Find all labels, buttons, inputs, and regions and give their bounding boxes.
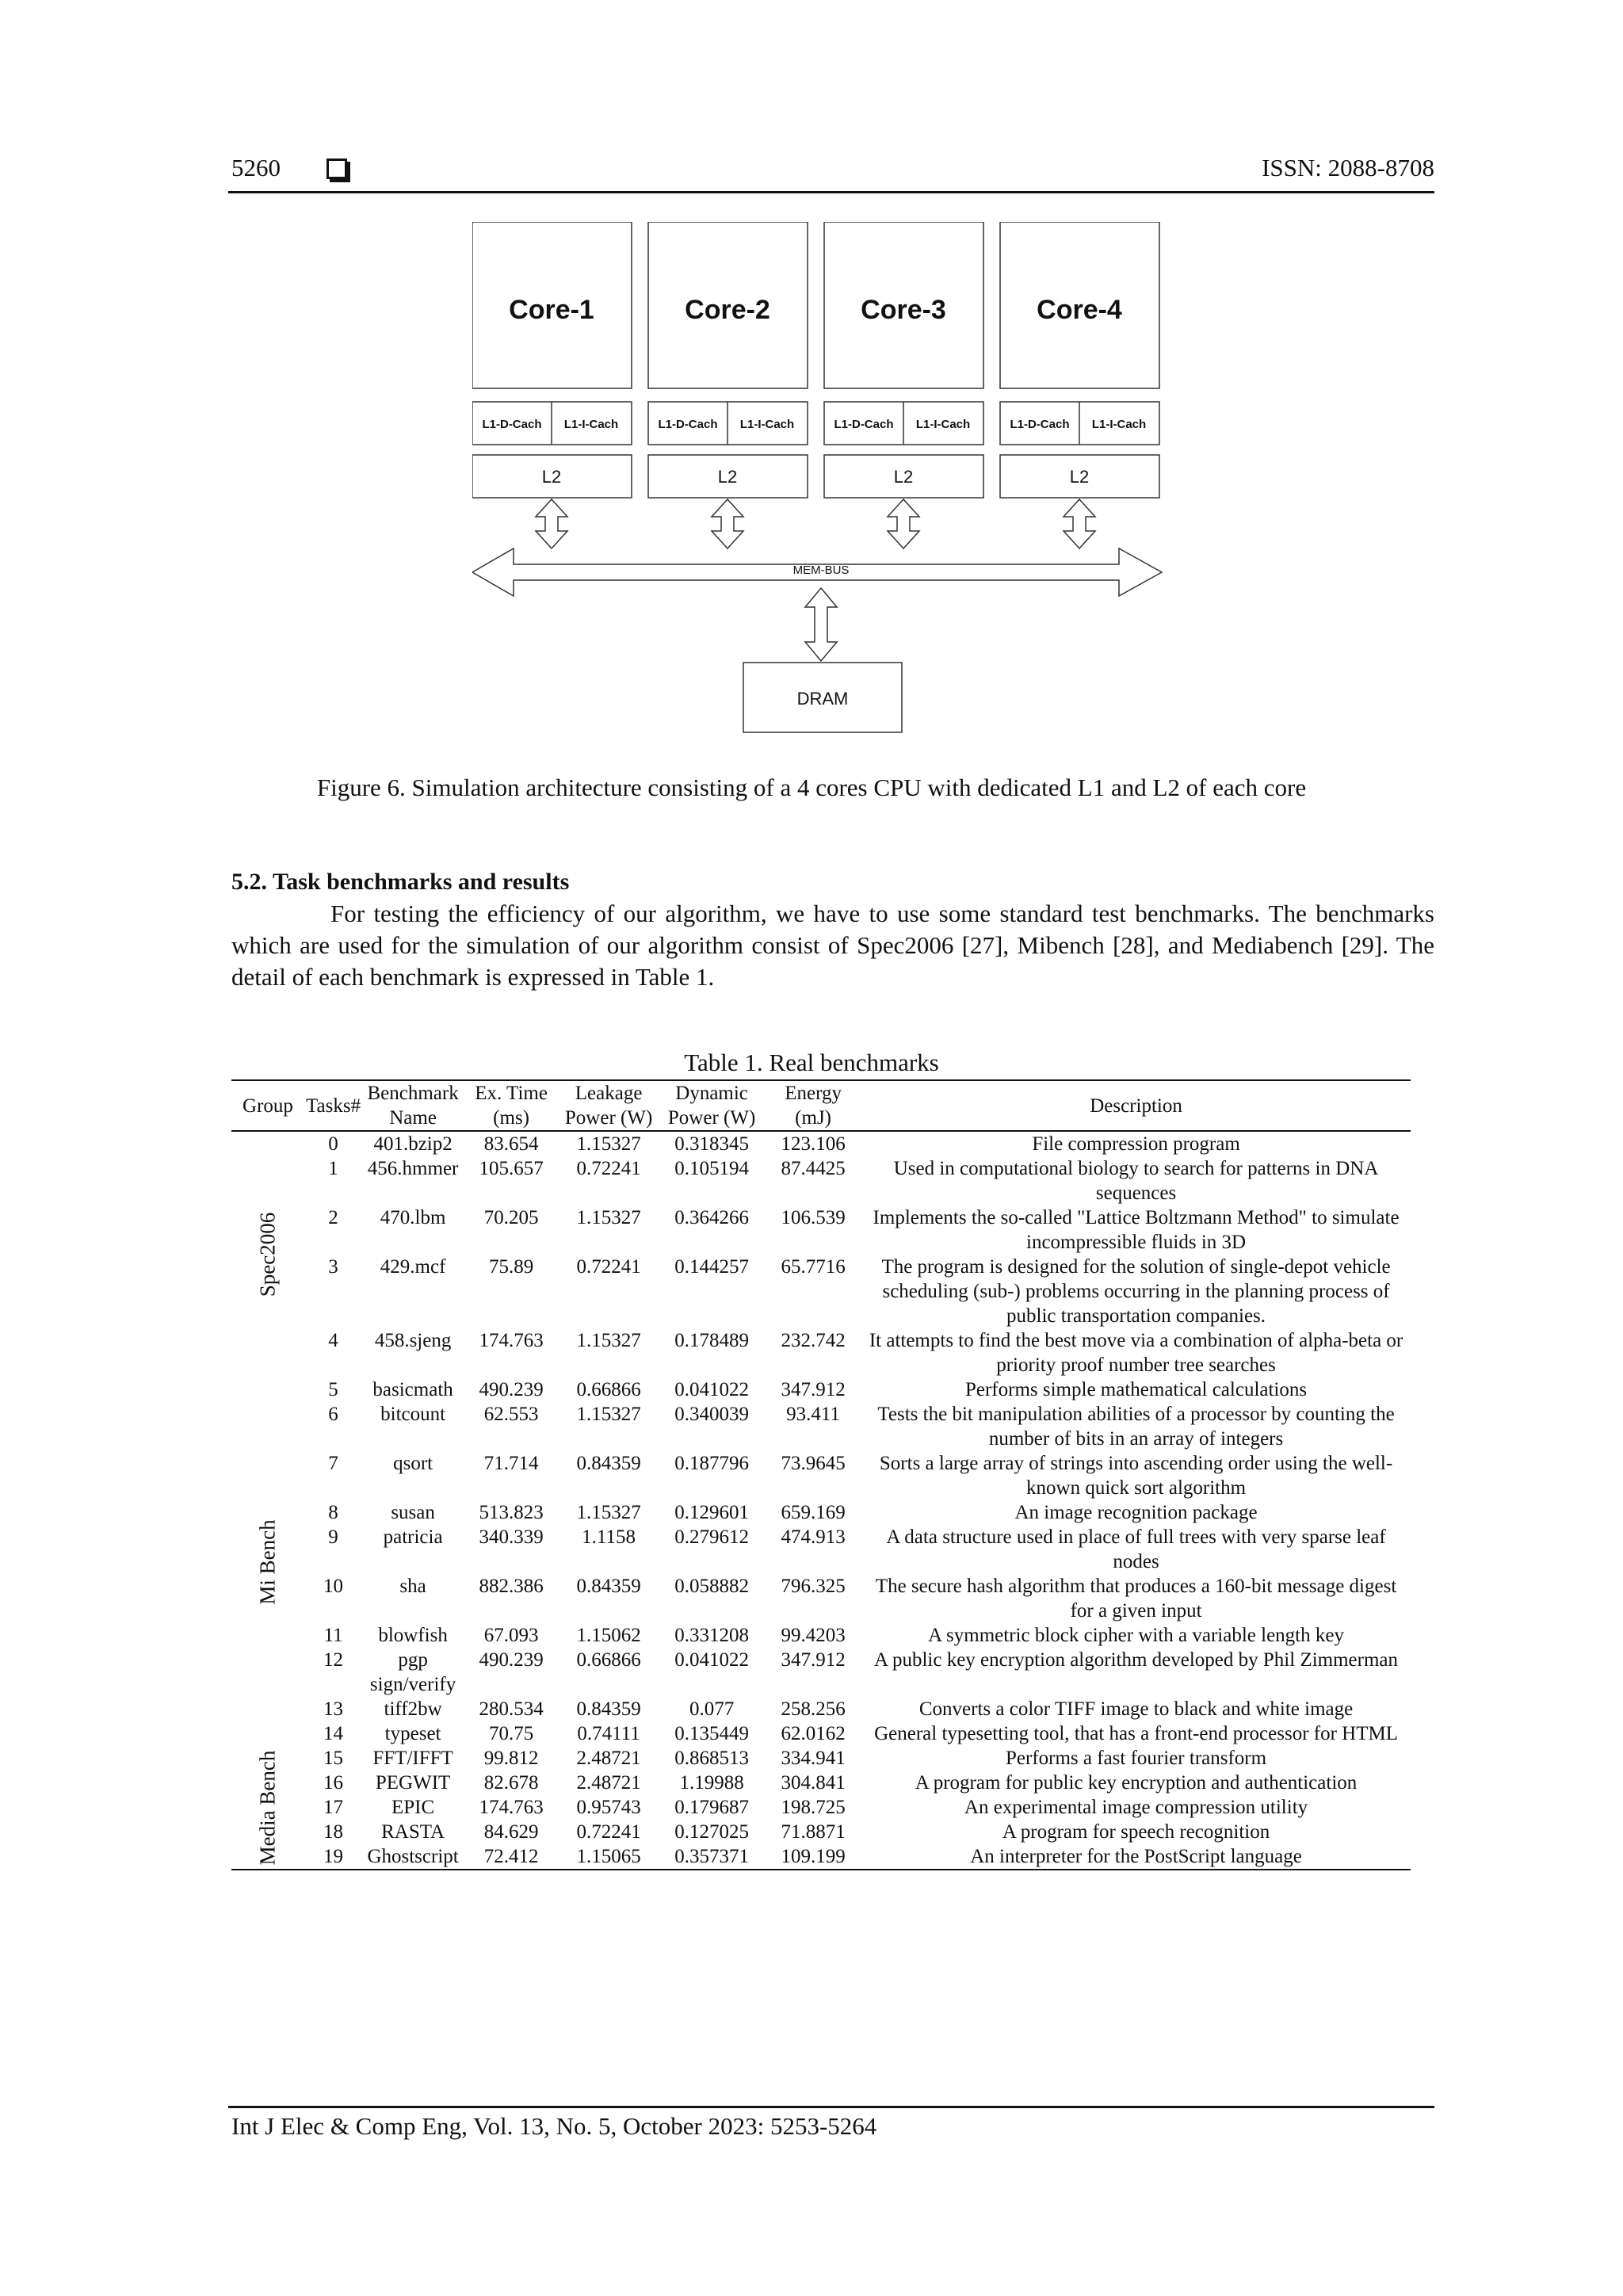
- benchmarks-table: [231, 1079, 1411, 1870]
- table-row: [231, 1795, 1411, 1820]
- cell-desc: A symmetric block cipher with a variable length key: [928, 1625, 1344, 1646]
- core-label: Core-4: [1037, 295, 1122, 325]
- cell-name: EPIC: [391, 1797, 435, 1818]
- cell-time: 67.093: [483, 1625, 539, 1646]
- cell-task: 10: [323, 1576, 344, 1597]
- cell-energy: 87.4425: [781, 1158, 846, 1179]
- cell-time: 71.714: [483, 1453, 539, 1474]
- cell-dynamic: 0.077: [689, 1698, 735, 1720]
- cell-name: tiff2bw: [384, 1698, 442, 1720]
- cell-leakage: 0.72241: [576, 1158, 641, 1179]
- cell-energy: 62.0162: [781, 1723, 846, 1744]
- cell-dynamic: 0.144257: [674, 1256, 749, 1278]
- cell-dynamic: 0.364266: [674, 1207, 749, 1228]
- cell-task: 0: [328, 1133, 338, 1155]
- cell-desc: Tests the bit manipulation abilities of a processor by counting the number of bits in an array of integers: [877, 1404, 1395, 1450]
- cell-task: 18: [323, 1821, 344, 1843]
- cell-dynamic: 0.105194: [674, 1158, 749, 1179]
- table-row: [231, 1451, 1411, 1500]
- cell-dynamic: 0.187796: [674, 1453, 749, 1474]
- cell-name: blowfish: [378, 1625, 448, 1646]
- table-row: [231, 1697, 1411, 1721]
- cell-task: 17: [323, 1797, 344, 1818]
- cell-name: Ghostscript: [367, 1846, 459, 1867]
- cell-task: 12: [323, 1649, 344, 1671]
- table-row: [231, 1771, 1411, 1795]
- cell-energy: 73.9645: [781, 1453, 846, 1474]
- l2-label: L2: [893, 467, 914, 487]
- group-cell: [231, 1131, 304, 1377]
- dram-label: DRAM: [796, 689, 849, 709]
- cell-energy: 232.742: [781, 1330, 846, 1351]
- dram-block: [743, 663, 902, 732]
- cell-dynamic: 0.279612: [674, 1526, 749, 1548]
- cell-time: 84.629: [483, 1821, 539, 1843]
- cell-energy: 71.8871: [781, 1821, 846, 1843]
- cell-desc: The program is designed for the solution of single-depot vehicle scheduling (sub-) problems occurring in the planning process of public transportation companies.: [881, 1256, 1391, 1327]
- cell-time: 340.339: [479, 1526, 544, 1548]
- cell-task: 15: [323, 1748, 344, 1769]
- cell-task: 2: [328, 1207, 338, 1228]
- cell-energy: 93.411: [786, 1404, 840, 1425]
- header-ex-time: Ex. Time (ms): [475, 1083, 548, 1129]
- section-heading: 5.2. Task benchmarks and results: [231, 869, 570, 895]
- cell-desc: An interpreter for the PostScript language: [970, 1846, 1302, 1867]
- cell-time: 82.678: [483, 1772, 539, 1794]
- table-row: [231, 1574, 1411, 1623]
- cell-energy: 659.169: [781, 1502, 846, 1523]
- l2-label: L2: [717, 467, 738, 487]
- cell-desc: Sorts a large array of strings into ascending order using the well-known quick sort algorithm: [879, 1453, 1393, 1499]
- table-row: [231, 1623, 1411, 1648]
- cell-task: 1: [328, 1158, 338, 1179]
- cell-task: 8: [328, 1502, 338, 1523]
- cell-time: 62.553: [483, 1404, 539, 1425]
- l1-i-cache-label: L1-I-Cach: [739, 418, 795, 431]
- double-arrow-icon: [805, 588, 837, 661]
- cell-leakage: 1.15065: [576, 1846, 641, 1867]
- core-2-block: [648, 222, 808, 548]
- cell-task: 11: [323, 1625, 343, 1646]
- cell-task: 7: [328, 1453, 338, 1474]
- group-cell: [231, 1746, 304, 1870]
- l1-i-cache-label: L1-I-Cach: [1091, 418, 1147, 431]
- cell-energy: 109.199: [781, 1846, 846, 1867]
- cell-energy: 106.539: [781, 1207, 846, 1228]
- cell-time: 75.89: [488, 1256, 534, 1278]
- cell-desc: Converts a color TIFF image to black and white image: [918, 1698, 1354, 1720]
- l2-label: L2: [1069, 467, 1090, 487]
- cell-name: FFT/IFFT: [372, 1748, 453, 1769]
- cell-name: qsort: [393, 1453, 433, 1474]
- cell-dynamic: 0.178489: [674, 1330, 749, 1351]
- table-row: [231, 1746, 1411, 1771]
- table-row: [231, 1328, 1411, 1377]
- cell-desc: It attempts to find the best move via a combination of alpha-beta or priority proof number tree searches: [869, 1330, 1403, 1376]
- double-arrow-icon: [888, 499, 919, 548]
- core-label: Core-1: [509, 295, 594, 325]
- cell-desc: File compression program: [1032, 1133, 1240, 1155]
- core-4-block: [1000, 222, 1159, 548]
- cell-leakage: 0.72241: [576, 1821, 641, 1843]
- page-number: 5260: [231, 154, 281, 181]
- cell-name: pgp sign/verify: [369, 1649, 456, 1695]
- checkbox-square-icon: [327, 159, 347, 179]
- header-leakage-power: Leakage Power (W): [564, 1083, 653, 1129]
- cell-dynamic: 0.135449: [674, 1723, 749, 1744]
- cell-task: 14: [323, 1723, 344, 1744]
- cell-dynamic: 0.340039: [674, 1404, 749, 1425]
- cell-task: 6: [328, 1404, 338, 1425]
- table-row: [231, 1648, 1411, 1697]
- cell-leakage: 0.66866: [576, 1379, 641, 1400]
- table-row: [231, 1525, 1411, 1574]
- l1-i-cache-label: L1-I-Cach: [563, 418, 619, 431]
- cell-energy: 347.912: [781, 1649, 846, 1671]
- figure-caption: Figure 6. Simulation architecture consisting of a 4 cores CPU with dedicated L1 and L2 of each core: [316, 774, 1307, 801]
- cell-desc: Performs a fast fourier transform: [1006, 1748, 1267, 1769]
- core-label: Core-3: [861, 295, 946, 325]
- cell-leakage: 1.15327: [576, 1404, 641, 1425]
- cell-leakage: 0.84359: [576, 1698, 641, 1720]
- cell-leakage: 0.95743: [576, 1797, 641, 1818]
- cell-time: 280.534: [479, 1698, 544, 1720]
- cell-time: 70.75: [488, 1723, 534, 1744]
- cell-desc: Performs simple mathematical calculations: [964, 1379, 1308, 1400]
- cell-desc: A program for public key encryption and authentication: [915, 1772, 1358, 1794]
- cell-name: 401.bzip2: [373, 1133, 453, 1155]
- cell-task: 3: [328, 1256, 338, 1278]
- cell-time: 513.823: [479, 1502, 544, 1523]
- core-3-block: [824, 222, 983, 548]
- issn-label: ISSN: 2088-8708: [1262, 154, 1434, 181]
- cell-task: 19: [323, 1846, 344, 1867]
- cell-name: PEGWIT: [375, 1772, 451, 1794]
- section-paragraph: For testing the efficiency of our algorithm, we have to use some standard test benchmarks. The benchmarks which are used for the simulation of our algorithm consist of Spec2006 [27], Mibench [28], and Mediabench [29]. The detail of each benchmark is expressed in Table 1.: [231, 900, 1434, 991]
- cell-dynamic: 0.331208: [674, 1625, 749, 1646]
- cell-energy: 99.4203: [781, 1625, 846, 1646]
- cell-time: 490.239: [479, 1379, 544, 1400]
- cell-leakage: 1.15327: [576, 1133, 641, 1155]
- cell-name: susan: [391, 1502, 435, 1523]
- cell-energy: 198.725: [781, 1797, 846, 1818]
- cell-task: 5: [328, 1379, 338, 1400]
- double-arrow-icon: [712, 499, 743, 548]
- cell-desc: A program for speech recognition: [1002, 1821, 1270, 1843]
- cell-energy: 474.913: [781, 1526, 846, 1548]
- cell-time: 83.654: [483, 1133, 539, 1155]
- cell-dynamic: 0.041022: [674, 1649, 749, 1671]
- cell-name: typeset: [384, 1723, 441, 1744]
- footer-citation: Int J Elec & Comp Eng, Vol. 13, No. 5, October 2023: 5253-5264: [231, 2112, 877, 2140]
- cell-time: 882.386: [479, 1576, 544, 1597]
- mem-bus-label: MEM-BUS: [792, 563, 850, 577]
- cell-time: 174.763: [479, 1797, 544, 1818]
- l1-d-cache-label: L1-D-Cach: [834, 418, 894, 431]
- cell-time: 99.812: [483, 1748, 539, 1769]
- table-body: [231, 1131, 1411, 1870]
- cell-dynamic: 0.318345: [674, 1133, 749, 1155]
- table-row: [231, 1500, 1411, 1525]
- header-rule: [228, 191, 1434, 193]
- cell-leakage: 0.74111: [577, 1723, 640, 1744]
- cell-name: RASTA: [381, 1821, 445, 1843]
- cell-dynamic: 0.129601: [674, 1502, 749, 1523]
- table-header-row: [231, 1080, 1411, 1131]
- cell-task: 13: [323, 1698, 344, 1720]
- cell-dynamic: 0.127025: [674, 1821, 749, 1843]
- l1-d-cache-label: L1-D-Cach: [658, 418, 718, 431]
- table-caption: Table 1. Real benchmarks: [684, 1049, 939, 1076]
- table-row: [231, 1844, 1411, 1870]
- cell-leakage: 1.1158: [582, 1526, 636, 1548]
- cell-leakage: 2.48721: [576, 1748, 641, 1769]
- header-description: Description: [1090, 1095, 1182, 1117]
- cell-leakage: 2.48721: [576, 1772, 641, 1794]
- table-row: [231, 1156, 1411, 1205]
- table-row: [231, 1721, 1411, 1746]
- cell-desc: The secure hash algorithm that produces a 160-bit message digest for a given input: [875, 1576, 1397, 1622]
- cell-name: 458.sjeng: [374, 1330, 452, 1351]
- cell-desc: General typesetting tool, that has a front-end processor for HTML: [874, 1723, 1398, 1744]
- core-1-block: [472, 222, 632, 548]
- l2-label: L2: [541, 467, 562, 487]
- cell-desc: Implements the so-called "Lattice Boltzmann Method" to simulate incompressible fluids in 3D: [873, 1207, 1400, 1253]
- cell-dynamic: 0.179687: [674, 1797, 749, 1818]
- cell-task: 4: [328, 1330, 338, 1351]
- cell-desc: A public key encryption algorithm developed by Phil Zimmerman: [874, 1649, 1399, 1671]
- header-energy: Energy (mJ): [785, 1083, 842, 1129]
- group-label: Media Bench: [255, 1750, 280, 1865]
- header-group: Group: [242, 1095, 293, 1117]
- footer-rule: [228, 2106, 1434, 2108]
- l1-d-cache-label: L1-D-Cach: [1010, 418, 1070, 431]
- table-row: [231, 1255, 1411, 1328]
- cell-leakage: 0.84359: [576, 1576, 641, 1597]
- cell-name: basicmath: [372, 1379, 453, 1400]
- cell-leakage: 0.84359: [576, 1453, 641, 1474]
- cell-energy: 334.941: [781, 1748, 846, 1769]
- cell-leakage: 0.72241: [576, 1256, 641, 1278]
- table-row: [231, 1402, 1411, 1451]
- cell-leakage: 1.15327: [576, 1502, 641, 1523]
- group-label: Mi Bench: [255, 1519, 280, 1605]
- cell-energy: 123.106: [781, 1133, 846, 1155]
- cell-dynamic: 0.041022: [674, 1379, 749, 1400]
- cell-dynamic: 0.868513: [674, 1748, 749, 1769]
- group-label: Spec2006: [255, 1212, 280, 1297]
- group-cell: [231, 1377, 304, 1746]
- cell-name: 456.hmmer: [367, 1158, 459, 1179]
- architecture-diagram: [472, 222, 1186, 745]
- cell-time: 70.205: [483, 1207, 539, 1228]
- table-row: [231, 1820, 1411, 1844]
- l1-d-cache-label: L1-D-Cach: [482, 418, 542, 431]
- table-row: [231, 1377, 1411, 1402]
- cell-name: 470.lbm: [380, 1207, 446, 1228]
- cell-energy: 65.7716: [781, 1256, 846, 1278]
- cell-name: bitcount: [380, 1404, 446, 1425]
- cell-desc: An image recognition package: [1014, 1502, 1258, 1523]
- table-row: [231, 1205, 1411, 1255]
- cell-energy: 304.841: [781, 1772, 846, 1794]
- double-arrow-icon: [536, 499, 567, 548]
- cell-name: 429.mcf: [380, 1256, 446, 1278]
- cell-dynamic: 0.357371: [674, 1846, 749, 1867]
- cell-dynamic: 1.19988: [679, 1772, 744, 1794]
- l1-i-cache-label: L1-I-Cach: [915, 418, 971, 431]
- cell-desc: An experimental image compression utility: [964, 1797, 1308, 1818]
- cell-leakage: 1.15062: [576, 1625, 641, 1646]
- cell-energy: 347.912: [781, 1379, 846, 1400]
- cell-time: 105.657: [479, 1158, 544, 1179]
- cell-desc: A data structure used in place of full trees with very sparse leaf nodes: [886, 1526, 1386, 1572]
- cell-leakage: 1.15327: [576, 1330, 641, 1351]
- core-label: Core-2: [685, 295, 770, 325]
- cell-name: patricia: [383, 1526, 443, 1548]
- cell-task: 9: [328, 1526, 338, 1548]
- cell-leakage: 1.15327: [576, 1207, 641, 1228]
- cell-energy: 796.325: [781, 1576, 846, 1597]
- table-row: [231, 1131, 1411, 1156]
- header-benchmark-name: Benchmark Name: [367, 1083, 459, 1129]
- double-arrow-icon: [1064, 499, 1095, 548]
- cell-time: 490.239: [479, 1649, 544, 1671]
- header-tasks: Tasks#: [306, 1095, 361, 1117]
- cell-dynamic: 0.058882: [674, 1576, 749, 1597]
- header-dynamic-power: Dynamic Power (W): [667, 1083, 756, 1129]
- cell-time: 174.763: [479, 1330, 544, 1351]
- cell-leakage: 0.66866: [576, 1649, 641, 1671]
- cell-name: sha: [399, 1576, 426, 1597]
- cell-energy: 258.256: [781, 1698, 846, 1720]
- cell-task: 16: [323, 1772, 344, 1794]
- cell-time: 72.412: [483, 1846, 539, 1867]
- cell-desc: Used in computational biology to search for patterns in DNA sequences: [893, 1158, 1379, 1204]
